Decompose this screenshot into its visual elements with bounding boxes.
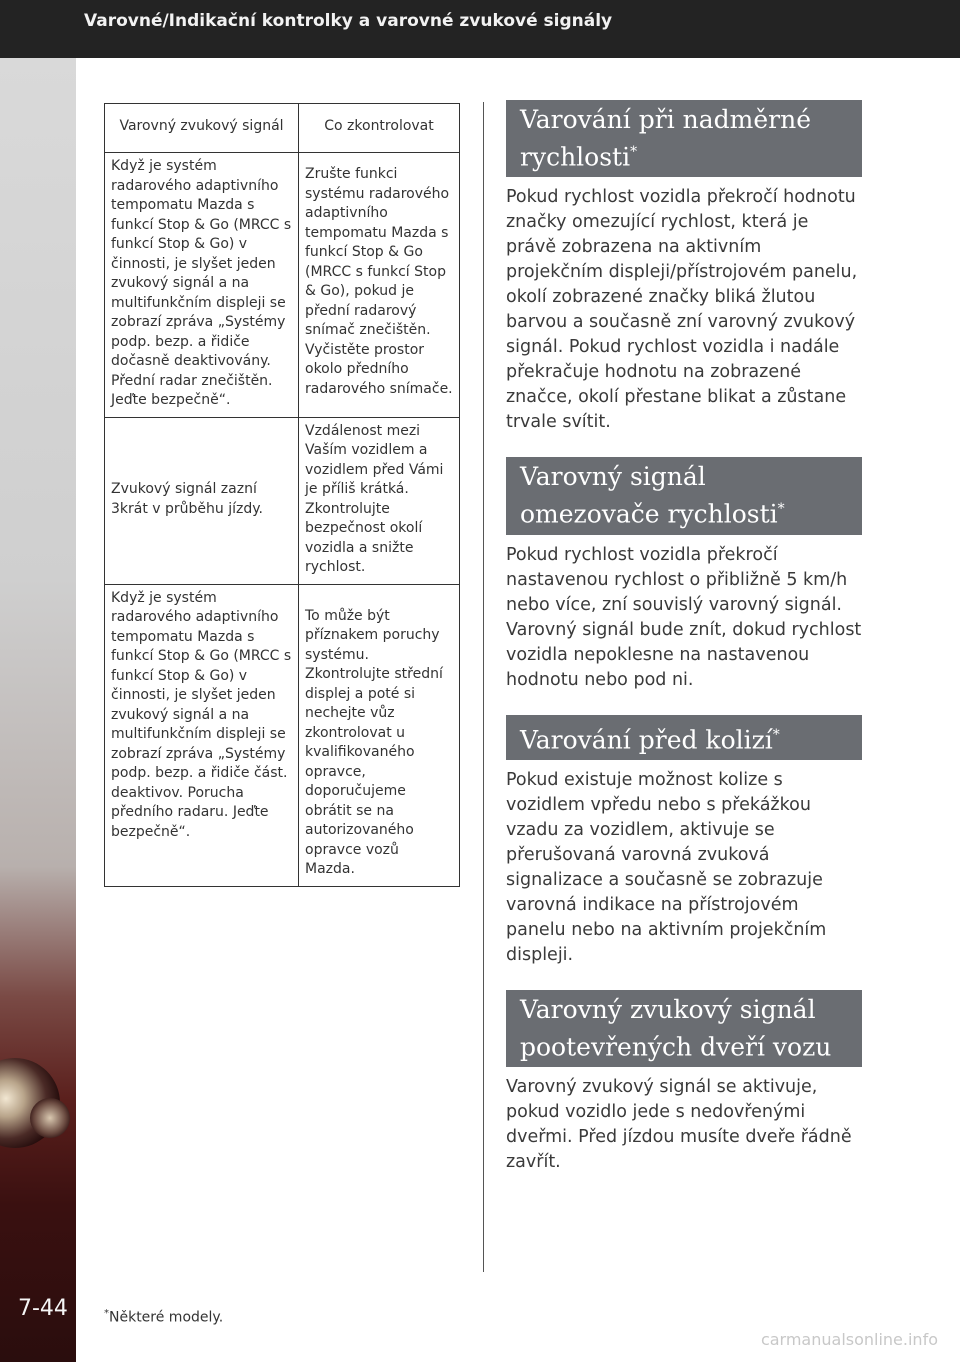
table-row bbox=[105, 153, 460, 418]
section-title: Varovný signál omezovače rychlosti* bbox=[506, 457, 862, 534]
table-row bbox=[105, 417, 460, 584]
section-text: Varovný zvukový signál se aktivuje, pokud vozidlo jede s nedovřenými dveřmi. Před jízdou musíte dveře řádně zavřít. bbox=[506, 1077, 852, 1173]
footnote: *Některé modely. bbox=[104, 1308, 224, 1326]
page-number: 7-44 bbox=[18, 1296, 68, 1321]
table-cell-signal: Když je systém radarového adaptivního tempomatu Mazda s funkcí Stop & Go (MRCC s funkcí Stop & Go) v činnosti, je slyšet jeden zvukový signál a na multifunkčním displeji se zobrazí zpráva „Systémy podp. bezp. a řidiče dočasně deaktivovány. Přední radar znečištěn. Jeďte bezpečně“. bbox=[105, 153, 299, 418]
car-headlight-detail-image bbox=[30, 1098, 70, 1138]
warning-signal-table bbox=[104, 103, 460, 887]
table-cell-check: Vzdálenost mezi Vaším vozidlem a vozidlem před Vámi je příliš krátká. Zkontrolujte bezpečnost okolí vozidla a snižte rychlost. bbox=[299, 417, 460, 584]
table-cell-check: To může být příznakem poruchy systému. Zkontrolujte střední displej a poté si nechejte vůz zkontrolovat u kvalifikovaného opravce, doporučujeme obrátit se na autorizovaného opravce vozů Mazda. bbox=[299, 584, 460, 886]
section-text: Pokud rychlost vozidla překročí hodnotu značky omezující rychlost, která je právě zobrazena na aktivním projekčním displeji/přístrojovém panelu, okolí zobrazené značky bliká žlutou barvou a současně zní varovný zvukový signál. Pokud rychlost vozidla i nadále překračuje hodnotu na zobrazené značce, okolí přestane blikat a zůstane trvale svítit. bbox=[506, 187, 858, 433]
right-column bbox=[506, 100, 862, 1175]
page-header bbox=[0, 0, 960, 58]
table-cell-check: Zrušte funkci systému radarového adaptivního tempomatu Mazda s funkcí Stop & Go (MRCC s funkcí Stop & Go), pokud je přední radarový snímač znečištěn. Vyčistěte prostor okolo předního radarového snímače. bbox=[299, 153, 460, 418]
table-cell-signal: Zvukový signál zazní 3krát v průběhu jízdy. bbox=[105, 417, 299, 584]
table-row bbox=[105, 584, 460, 886]
section-speed-limiter-warning bbox=[506, 457, 862, 692]
header-title: Varovné/Indikační kontrolky a varovné zvukové signály bbox=[84, 11, 613, 31]
side-image-strip bbox=[0, 58, 76, 1362]
section-title: Varování před kolizí* bbox=[506, 715, 862, 760]
section-door-ajar-warning bbox=[506, 990, 862, 1175]
section-collision-warning bbox=[506, 715, 862, 968]
section-text: Pokud existuje možnost kolize s vozidlem vpředu nebo s překážkou vzadu za vozidlem, aktivuje se přerušovaná varovná zvuková signalizace a současně se zobrazuje varovná indikace na přístrojovém panelu nebo na aktivním projekčním displeji. bbox=[506, 769, 827, 965]
table-cell-signal: Když je systém radarového adaptivního tempomatu Mazda s funkcí Stop & Go (MRCC s funkcí Stop & Go) v činnosti, je slyšet jeden zvukový signál a na multifunkčním displeji se zobrazí zpráva „Systémy podp. bezp. a řidiče část. deaktivov. Porucha předního radaru. Jeďte bezpečně“. bbox=[105, 584, 299, 886]
section-title: Varovný zvukový signál pootevřených dveří vozu bbox=[506, 990, 862, 1067]
column-header-signal: Varovný zvukový signál bbox=[105, 104, 299, 153]
section-title: Varování při nadměrné rychlosti* bbox=[506, 100, 862, 177]
column-header-check: Co zkontrolovat bbox=[299, 104, 460, 153]
section-overspeed-warning bbox=[506, 100, 862, 435]
watermark: carmanualsonline.info bbox=[760, 1330, 938, 1349]
table-header-row bbox=[105, 104, 460, 153]
column-divider bbox=[483, 102, 484, 1272]
section-text: Pokud rychlost vozidla překročí nastavenou rychlost o přibližně 5 km/h nebo více, zní souvislý varovný signál. Varovný signál bude znít, dokud rychlost vozidla nepoklesne na nastavenou hodnotu nebo pod ni. bbox=[506, 544, 862, 690]
